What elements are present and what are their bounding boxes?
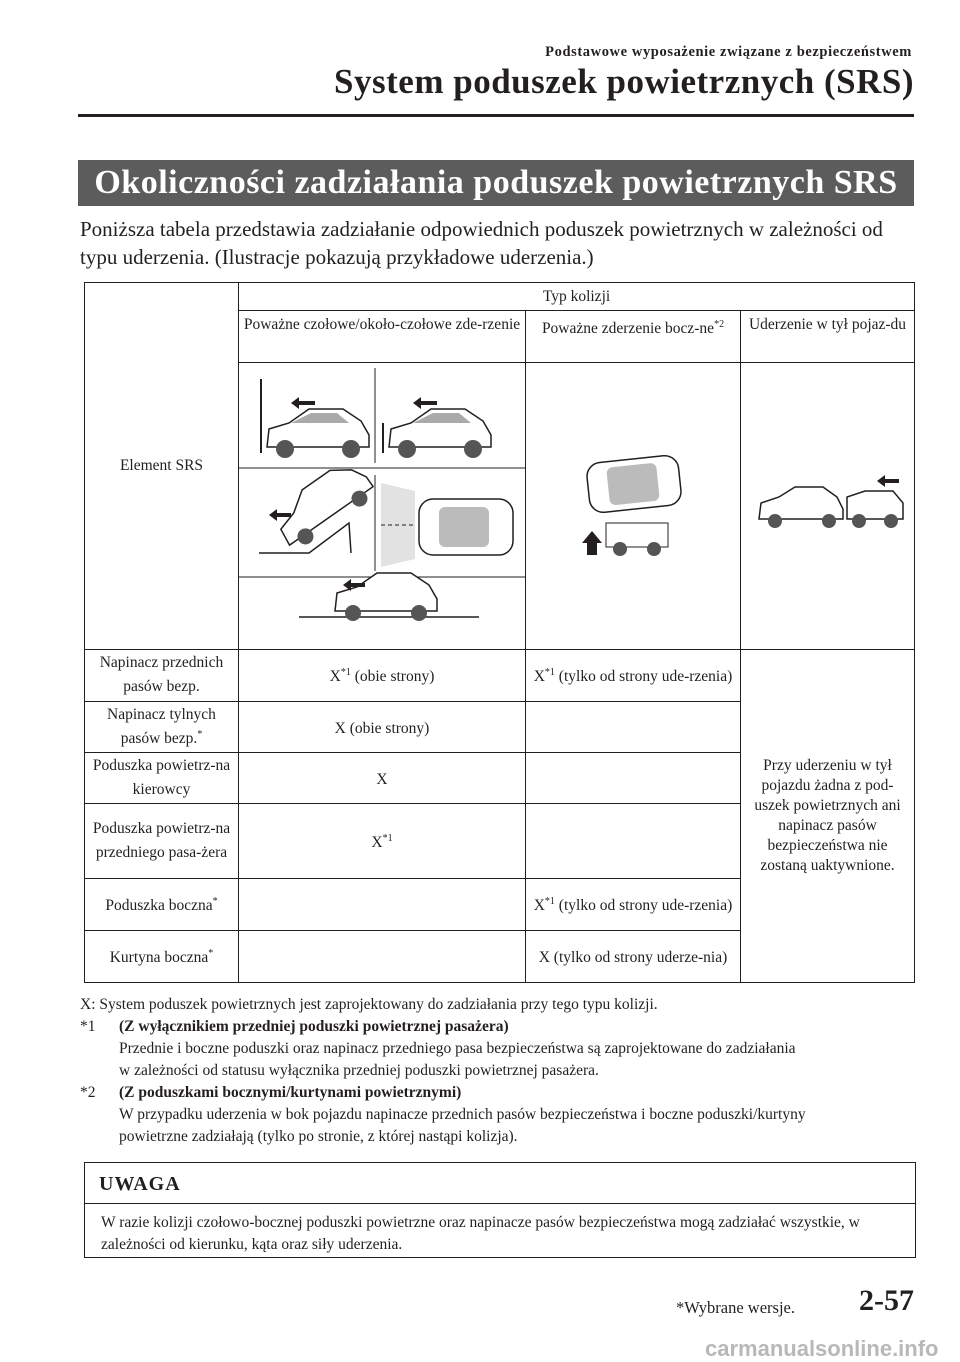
frontal-illustrations <box>239 363 526 650</box>
rear-illustration <box>741 363 915 650</box>
row-frontal-value: X <box>239 753 526 804</box>
x-note: X: System poduszek powietrznych jest zaprojektowany do zadziałania przy tego typu kolizji. <box>80 996 658 1013</box>
offset-frontal-car-icon <box>383 397 491 458</box>
ramp-car-icon <box>259 455 379 553</box>
row-label: Kurtyna boczna* <box>85 931 239 983</box>
impact-arrow-icon <box>582 531 602 555</box>
rear-impact-arrow-icon <box>877 475 899 487</box>
row-label: Napinacz tylnych pasów bezp.* <box>85 702 239 753</box>
row-side-value: X (tylko od strony uderze-nia) <box>526 931 741 983</box>
section-banner: Okoliczności zadziałania poduszek powietrznych SRS <box>78 160 914 206</box>
page-title: System poduszek powietrznych (SRS) <box>334 62 914 101</box>
row-frontal-value <box>239 931 526 983</box>
side-collision-header: Poważne zderzenie bocz-$ne^{*2}$ <box>526 311 741 363</box>
note-2-line: powietrzne zadziałają (tylko po stronie, z której nastąpi kolizja). <box>119 1128 518 1145</box>
row-side-value <box>526 702 741 753</box>
side-illustration <box>526 363 741 650</box>
row-frontal-value: $X^{*1}$ <box>239 804 526 879</box>
section-header-small: Podstawowe wyposażenie związane z bezpieczeństwem <box>545 44 912 60</box>
rear-collision-illustration <box>741 363 914 649</box>
row-label: Poduszka boczna* <box>85 879 239 931</box>
caution-body: W razie kolizji czołowo-bocznej poduszki powietrzne oraz napinacze pasów bezpieczeństwa mogą zadziałać wszystkie, w zależności od kierunku, kąta oraz siły uderzenia. <box>101 1214 860 1253</box>
note-1-line: w zależności od statusu wyłącznika przedniej poduszki powietrznej pasażera. <box>119 1062 599 1079</box>
caution-title: UWAGA <box>85 1163 915 1204</box>
frontal-collision-header: Poważne czołowe/około-czołowe zde-rzenie <box>239 311 526 363</box>
intro-paragraph: Poniższa tabela przedstawia zadziałanie odpowiednich poduszek powietrznych w zależności od typu uderzenia. (Ilustracje pokazują przykładowe uderzenia.) <box>80 217 883 269</box>
caution-box <box>84 1162 916 1258</box>
page-number: 2-57 <box>859 1284 914 1317</box>
row-frontal-value: X (obie strony) <box>239 702 526 753</box>
row-side-value <box>526 753 741 804</box>
row-label: Poduszka powietrz-na kierowcy <box>85 753 239 804</box>
header-rule <box>78 114 914 117</box>
frontal-car-icon <box>261 379 369 458</box>
note-2-line: W przypadku uderzenia w bok pojazdu napinacze przednich pasów bezpieczeństwa i boczne poduszki/kurtyny <box>119 1106 806 1123</box>
optional-equipment-footnote: *Wybrane wersje. <box>675 1298 795 1317</box>
bump-car-icon <box>299 573 479 621</box>
note-1-line: Przednie i boczne poduszki oraz napinacz przedniego pasa bezpieczeństwa są zaprojektowane do zadziałania <box>119 1040 796 1057</box>
srs-activation-table <box>84 282 915 983</box>
top-view-car-icon <box>381 483 513 567</box>
table-notes <box>80 994 914 1148</box>
element-srs-header: Element SRS <box>85 283 239 650</box>
rear-collision-header: Uderzenie w tył pojaz-du <box>741 311 915 363</box>
row-label: Napinacz przednich pasów bezp. <box>85 650 239 702</box>
note-1-title: *1 (Z wyłącznikiem przedniej poduszki powietrznej pasażera) <box>80 1018 509 1035</box>
side-collision-illustration <box>526 363 740 649</box>
row-frontal-value <box>239 879 526 931</box>
note-2-title: *2 (Z poduszkami bocznymi/kurtynami powietrznymi) <box>80 1084 462 1101</box>
collision-type-header: Typ kolizji <box>239 283 915 311</box>
row-side-value: $X^{*1}$ (tylko od strony ude-rzenia) <box>526 879 741 931</box>
row-side-value: $X^{*1}$ (tylko od strony ude-rzenia) <box>526 650 741 702</box>
row-side-value <box>526 804 741 879</box>
frontal-collision-illustration <box>239 363 525 649</box>
row-frontal-value: $X^{*1}$ (obie strony) <box>239 650 526 702</box>
rear-collision-note: Przy uderzeniu w tył pojazdu żadna z pod-uszek powietrznych ani napinacz pasów bezpieczeństwa nie zostaną uaktywnione. <box>741 650 915 983</box>
row-label: Poduszka powietrz-na przedniego pasa-żera <box>85 804 239 879</box>
watermark: carmanualsonline.info <box>705 1336 939 1361</box>
